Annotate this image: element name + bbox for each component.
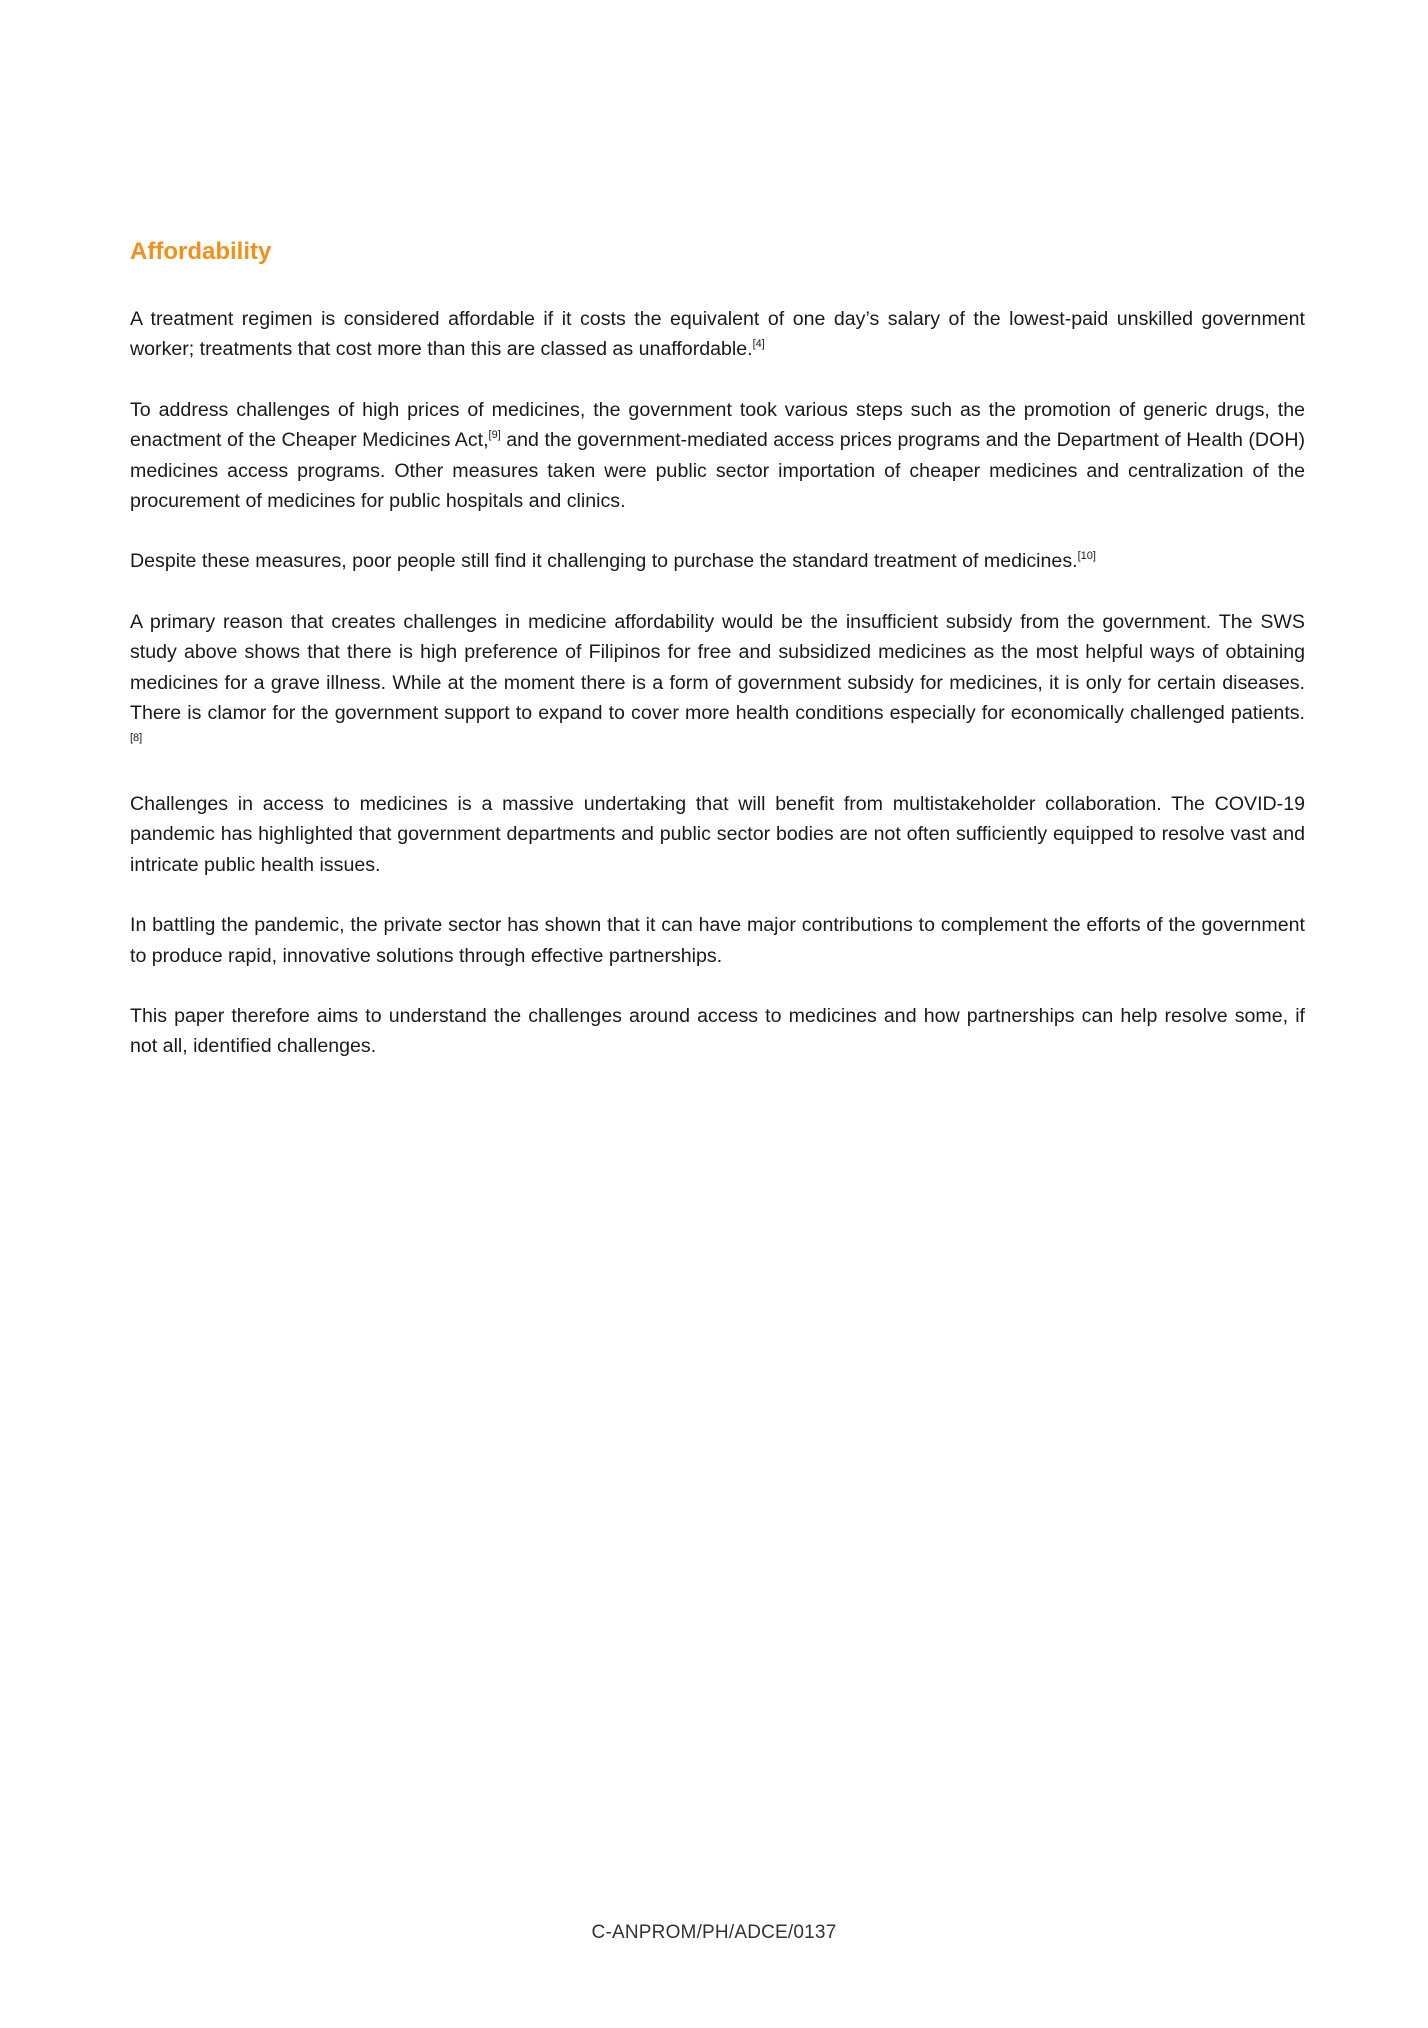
- paragraph-private-sector: [130, 910, 1305, 971]
- citation-ref: [8]: [130, 732, 143, 745]
- citation-ref: [4]: [752, 338, 765, 351]
- paragraph-paper-aim: [130, 1001, 1305, 1062]
- paragraph-text: A primary reason that creates challenges in medicine affordability would be the insufficient subsidy from the government. The SWS study above shows that there is high preference of Filipinos for free and subsidized medicines as the most helpful ways of obtaining medicines for a grave illness. While at the moment there is a form of government subsidy for medicines, it is only for certain diseases. There is clamor for the government support to expand to cover more health conditions especially for economically challenged patients.: [130, 610, 1305, 725]
- footer-document-code: C-ANPROM/PH/ADCE/0137: [591, 1922, 837, 1943]
- citation-ref: [10]: [1077, 550, 1096, 563]
- paragraph-text: A treatment regimen is considered affordable if it costs the equivalent of one day’s salary of the lowest-paid unskilled government worker; treatments that cost more than this are classed as unaffordable.: [130, 308, 1305, 361]
- paragraph-affordability-definition: [130, 304, 1305, 365]
- paragraph-text: To address challenges of high prices of medicines, the government took various steps such as the promotion of generic drugs, the enactment of the Cheaper Medicines Act,: [130, 398, 1305, 452]
- section-heading: Affordability: [130, 238, 272, 265]
- document-body: [130, 236, 1305, 1092]
- paragraph-multistakeholder: [130, 789, 1305, 880]
- paragraph-text: In battling the pandemic, the private sector has shown that it can have major contributions to complement the efforts of the government to produce rapid, innovative solutions through effective partnerships.: [130, 914, 1305, 967]
- paragraph-text: This paper therefore aims to understand the challenges around access to medicines and how partnerships can help resolve some, if not all, identified challenges.: [130, 1004, 1305, 1058]
- paragraph-primary-reason: [130, 607, 1305, 759]
- citation-ref: [9]: [488, 429, 501, 442]
- paragraph-despite-measures: [130, 546, 1305, 576]
- paragraph-text: Challenges in access to medicines is a massive undertaking that will benefit from multistakeholder collaboration. The COVID-19 pandemic has highlighted that government departments and public sector bodies are not often sufficiently equipped to resolve vast and intricate public health issues.: [130, 792, 1305, 876]
- paragraph-text: Despite these measures, poor people still find it challenging to purchase the standard treatment of medicines.: [130, 550, 1078, 573]
- paragraph-text: and the government-mediated access prices programs and the Department of Health (DOH) medicines access programs. Other measures taken were public sector importation of cheaper medicines and centralization of the procurement of medicines for public hospitals and clinics.: [130, 429, 1305, 513]
- paragraph-government-steps: [130, 395, 1305, 517]
